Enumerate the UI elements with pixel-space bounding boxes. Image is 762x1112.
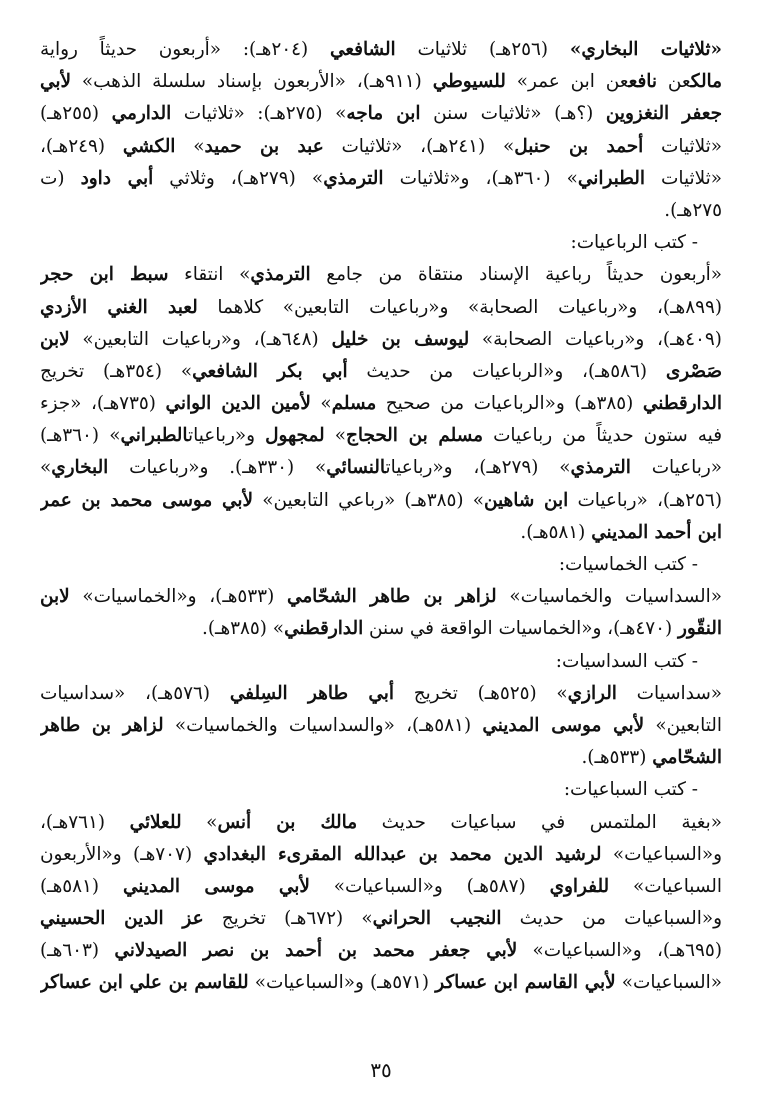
bold-name: لأبي موسى محمد بن عمر xyxy=(40,489,253,511)
bold-name: نافع xyxy=(628,71,658,93)
text-segment: (٢٥٦هـ)، «رباعيات xyxy=(568,489,722,511)
text-segment: » xyxy=(40,457,52,479)
text-line xyxy=(40,131,722,163)
bold-name: لعبد الغني الأزدي xyxy=(40,296,198,318)
text-segment: » (٢٤١هـ)، «ثلاثيات xyxy=(323,135,515,157)
text-segment: (ت xyxy=(40,167,81,189)
text-line xyxy=(40,613,722,645)
bold-name: الدارقطني xyxy=(642,393,722,415)
bold-name: الشافعي xyxy=(329,39,396,60)
bold-name: لأمين الدين الواني xyxy=(165,393,311,415)
bold-name: الطبراني xyxy=(120,425,189,447)
text-segment: (٢٥٦هـ) ثلاثيات xyxy=(395,39,570,60)
text-segment: «أربعون حديثاً رباعية الإسناد منتقاة من جامع xyxy=(310,264,722,286)
bold-name: لزاهر بن طاهر الشحّامي xyxy=(287,586,497,608)
bold-name: مسلم xyxy=(331,393,377,415)
text-segment: » (٣٣٠هـ). و«رباعيات xyxy=(108,457,327,479)
text-segment: «السداسيات والخماسيات» xyxy=(496,586,722,608)
bold-name: عز الدين الحسيني xyxy=(40,908,204,930)
text-line xyxy=(40,742,722,774)
text-line xyxy=(40,34,722,66)
text-segment: » (٢٧٩هـ)، و«رباعيات xyxy=(385,457,571,479)
section-heading xyxy=(40,227,722,259)
text-segment: » (٢٧٥هـ): «ثلاثيات xyxy=(171,103,347,125)
bold-name: لمجهول xyxy=(265,425,325,447)
bold-name: لزاهر بن طاهر xyxy=(40,714,164,736)
bold-name: الكشي xyxy=(122,135,176,157)
text-segment: (٦٤٨هـ)، و«رباعيات التابعين» xyxy=(69,328,332,350)
text-segment: » (٣٨٥هـ). xyxy=(202,618,285,640)
bold-name: جعفر النغزوين xyxy=(605,103,722,125)
bold-name: أحمد بن حنبل xyxy=(514,135,644,157)
text-segment: «ثلاثيات xyxy=(643,135,722,157)
bold-name: «ثلاثيات البخاري» xyxy=(569,39,722,60)
bold-name: البخاري xyxy=(51,457,109,479)
page-number: ٣٥ xyxy=(370,1058,392,1082)
text-line xyxy=(40,967,722,999)
text-segment: (٥٨٧هـ) و«السباعيات» xyxy=(309,875,550,897)
bold-name: لابن xyxy=(40,328,70,350)
text-line xyxy=(40,98,722,130)
bold-name: الطبراني xyxy=(577,167,645,189)
bold-name: ابن ماجه xyxy=(346,103,421,125)
bold-name: صَصْرى xyxy=(665,360,722,382)
bold-name: لأبي موسى المديني xyxy=(122,875,310,897)
text-segment: (٧٦١هـ)، xyxy=(40,811,130,833)
text-segment: » (٣٥٤هـ) تخريج xyxy=(40,360,193,382)
bold-name: أبي طاهر السِلفي xyxy=(229,682,394,704)
text-line xyxy=(40,807,722,839)
text-segment: (٤٠٩هـ)، و«رباعيات الصحابة» xyxy=(469,328,722,350)
text-segment: (٥٨١هـ). xyxy=(520,521,592,543)
text-segment: » (٣٨٥هـ) «رباعي التابعين» xyxy=(252,489,484,511)
text-segment: «سداسيات xyxy=(616,682,722,704)
text-segment: (٥٧٦هـ)، «سداسيات xyxy=(40,682,230,704)
text-segment: (٥٨١هـ) xyxy=(40,875,123,897)
text-line xyxy=(40,66,722,98)
text-segment: (٨٩٩هـ)، و«رباعيات الصحابة» و«رباعيات التابعين» كلاهما xyxy=(197,296,722,318)
bold-name: عبد بن حميد xyxy=(204,135,324,157)
text-segment: (٢٤٩هـ)، xyxy=(40,135,123,157)
text-line xyxy=(40,163,722,195)
bold-name: الرازي xyxy=(567,682,617,704)
bold-name: ابن شاهين xyxy=(483,489,569,511)
text-segment: و«رباعيات xyxy=(188,425,266,447)
text-line xyxy=(40,903,722,935)
text-line xyxy=(40,678,722,710)
text-line xyxy=(40,581,722,613)
text-line xyxy=(40,356,722,388)
text-segment: التابعين» xyxy=(644,714,722,736)
text-segment: - كتب الخماسيات: xyxy=(558,554,698,575)
text-line xyxy=(40,388,722,420)
bold-name: الترمذي xyxy=(250,264,311,286)
text-segment: (٥٨٦هـ)، و«الرباعيات من حديث xyxy=(347,360,666,382)
text-segment: (٧٣٥هـ)، «جزء xyxy=(40,393,166,415)
text-segment: » (٦٧٢هـ) تخريج xyxy=(203,908,373,930)
text-segment: - كتب الرباعيات: xyxy=(570,232,698,254)
text-segment: (٧٠٧هـ) و«الأربعون xyxy=(40,843,204,865)
bold-name: ابن أحمد المديني xyxy=(591,521,722,543)
text-segment: (٥٧١هـ) و«السباعيات» xyxy=(248,972,436,994)
text-body xyxy=(40,34,722,1000)
text-segment: » (٣٦٠هـ)، و«ثلاثيات xyxy=(383,167,578,189)
text-segment: » xyxy=(310,393,332,415)
text-segment: ٢٧٥هـ). xyxy=(664,199,722,221)
text-segment: (٥٨١هـ)، «والسداسيات والخماسيات» xyxy=(163,714,483,736)
bold-name: أبي بكر الشافعي xyxy=(192,360,348,382)
bold-name: سبط ابن حجر xyxy=(40,264,169,286)
section-heading xyxy=(40,774,722,806)
bold-name: أبي داود xyxy=(80,167,154,189)
text-segment: (٢٠٤هـ): «أربعون حديثاً رواية xyxy=(40,39,330,60)
text-segment: (؟هـ) «ثلاثيات سنن xyxy=(420,103,606,125)
text-segment: (٦٠٣هـ) xyxy=(40,940,115,962)
text-segment: (٣٨٥هـ) و«الرباعيات من صحيح xyxy=(376,393,643,415)
text-segment: » انتقاء xyxy=(168,264,251,286)
bold-name: مالك xyxy=(690,71,722,93)
text-segment: (٦٩٥هـ)، و«السباعيات» xyxy=(517,940,722,962)
bold-name: لأبي xyxy=(40,71,71,93)
bold-name: الدارقطني xyxy=(284,618,364,640)
text-line xyxy=(40,292,722,324)
text-segment: » xyxy=(175,135,205,157)
text-segment: (٩١١هـ)، «الأربعون بإسناد سلسلة الذهب» xyxy=(70,71,433,93)
bold-name: للعلائي xyxy=(129,811,182,833)
text-segment: فيه ستون حديثاً من رباعيات xyxy=(482,425,722,447)
bold-name: للفراوي xyxy=(549,875,610,897)
text-segment: «السباعيات» xyxy=(615,972,722,994)
text-segment: - كتب السداسيات: xyxy=(555,650,698,672)
bold-name: مالك بن أنس xyxy=(217,811,358,833)
text-segment: » (٥٢٥هـ) تخريج xyxy=(393,682,568,704)
text-line xyxy=(40,485,722,517)
text-line xyxy=(40,259,722,291)
bold-name: الترمذي xyxy=(323,167,384,189)
text-segment: «بغية الملتمس في سباعيات حديث xyxy=(357,811,722,833)
bold-name: الشحّامي xyxy=(652,747,722,769)
text-segment: و«السباعيات من حديث xyxy=(501,908,722,930)
text-line xyxy=(40,324,722,356)
section-heading xyxy=(40,646,722,678)
text-line xyxy=(40,935,722,967)
text-line xyxy=(40,839,722,871)
text-segment: » (٢٧٩هـ)، وثلاثي xyxy=(153,167,324,189)
text-segment: و«السباعيات» xyxy=(601,843,722,865)
bold-name: للسيوطي xyxy=(432,71,506,93)
bold-name: النجيب الحراني xyxy=(372,908,502,930)
text-segment: » (٣٦٠هـ) xyxy=(40,425,121,447)
text-line xyxy=(40,517,722,549)
text-segment: السباعيات» xyxy=(609,875,722,897)
bold-name: مسلم بن الحجاج xyxy=(345,425,483,447)
bold-name: للقاسم بن علي ابن عساكر xyxy=(40,972,249,994)
text-segment: عن xyxy=(657,71,691,93)
text-segment: » xyxy=(181,811,218,833)
bold-name: الدارمي xyxy=(111,103,172,125)
text-segment: - كتب السباعيات: xyxy=(563,779,698,801)
bold-name: لأبي القاسم ابن عساكر xyxy=(435,972,616,994)
text-segment: » xyxy=(324,425,346,447)
section-heading xyxy=(40,549,722,581)
bold-name: لابن xyxy=(40,586,70,608)
bold-name: النقّور xyxy=(678,618,722,640)
text-segment: (٥٣٣هـ). xyxy=(581,747,653,769)
text-segment: (٢٥٥هـ) xyxy=(40,103,112,125)
bold-name: لرشيد الدين محمد بن عبدالله المقرىء البغدادي xyxy=(203,843,602,865)
text-segment: (٤٧٠هـ)، و«الخماسيات الواقعة في سنن xyxy=(363,618,679,640)
bold-name: ليوسف بن خليل xyxy=(331,328,470,350)
text-segment: «رباعيات xyxy=(630,457,722,479)
text-segment: (٥٣٣هـ)، و«الخماسيات» xyxy=(69,586,287,608)
text-line xyxy=(40,710,722,742)
text-line xyxy=(40,452,722,484)
text-segment: «ثلاثيات xyxy=(644,167,722,189)
bold-name: لأبي موسى المديني xyxy=(482,714,645,736)
text-line xyxy=(40,871,722,903)
bold-name: لأبي جعفر محمد بن أحمد بن نصر الصيدلاني xyxy=(114,940,518,962)
text-segment: عن ابن عمر» xyxy=(505,71,629,93)
text-line xyxy=(40,420,722,452)
bold-name: الترمذي xyxy=(570,457,631,479)
bold-name: النسائي xyxy=(326,457,386,479)
text-line xyxy=(40,195,722,227)
